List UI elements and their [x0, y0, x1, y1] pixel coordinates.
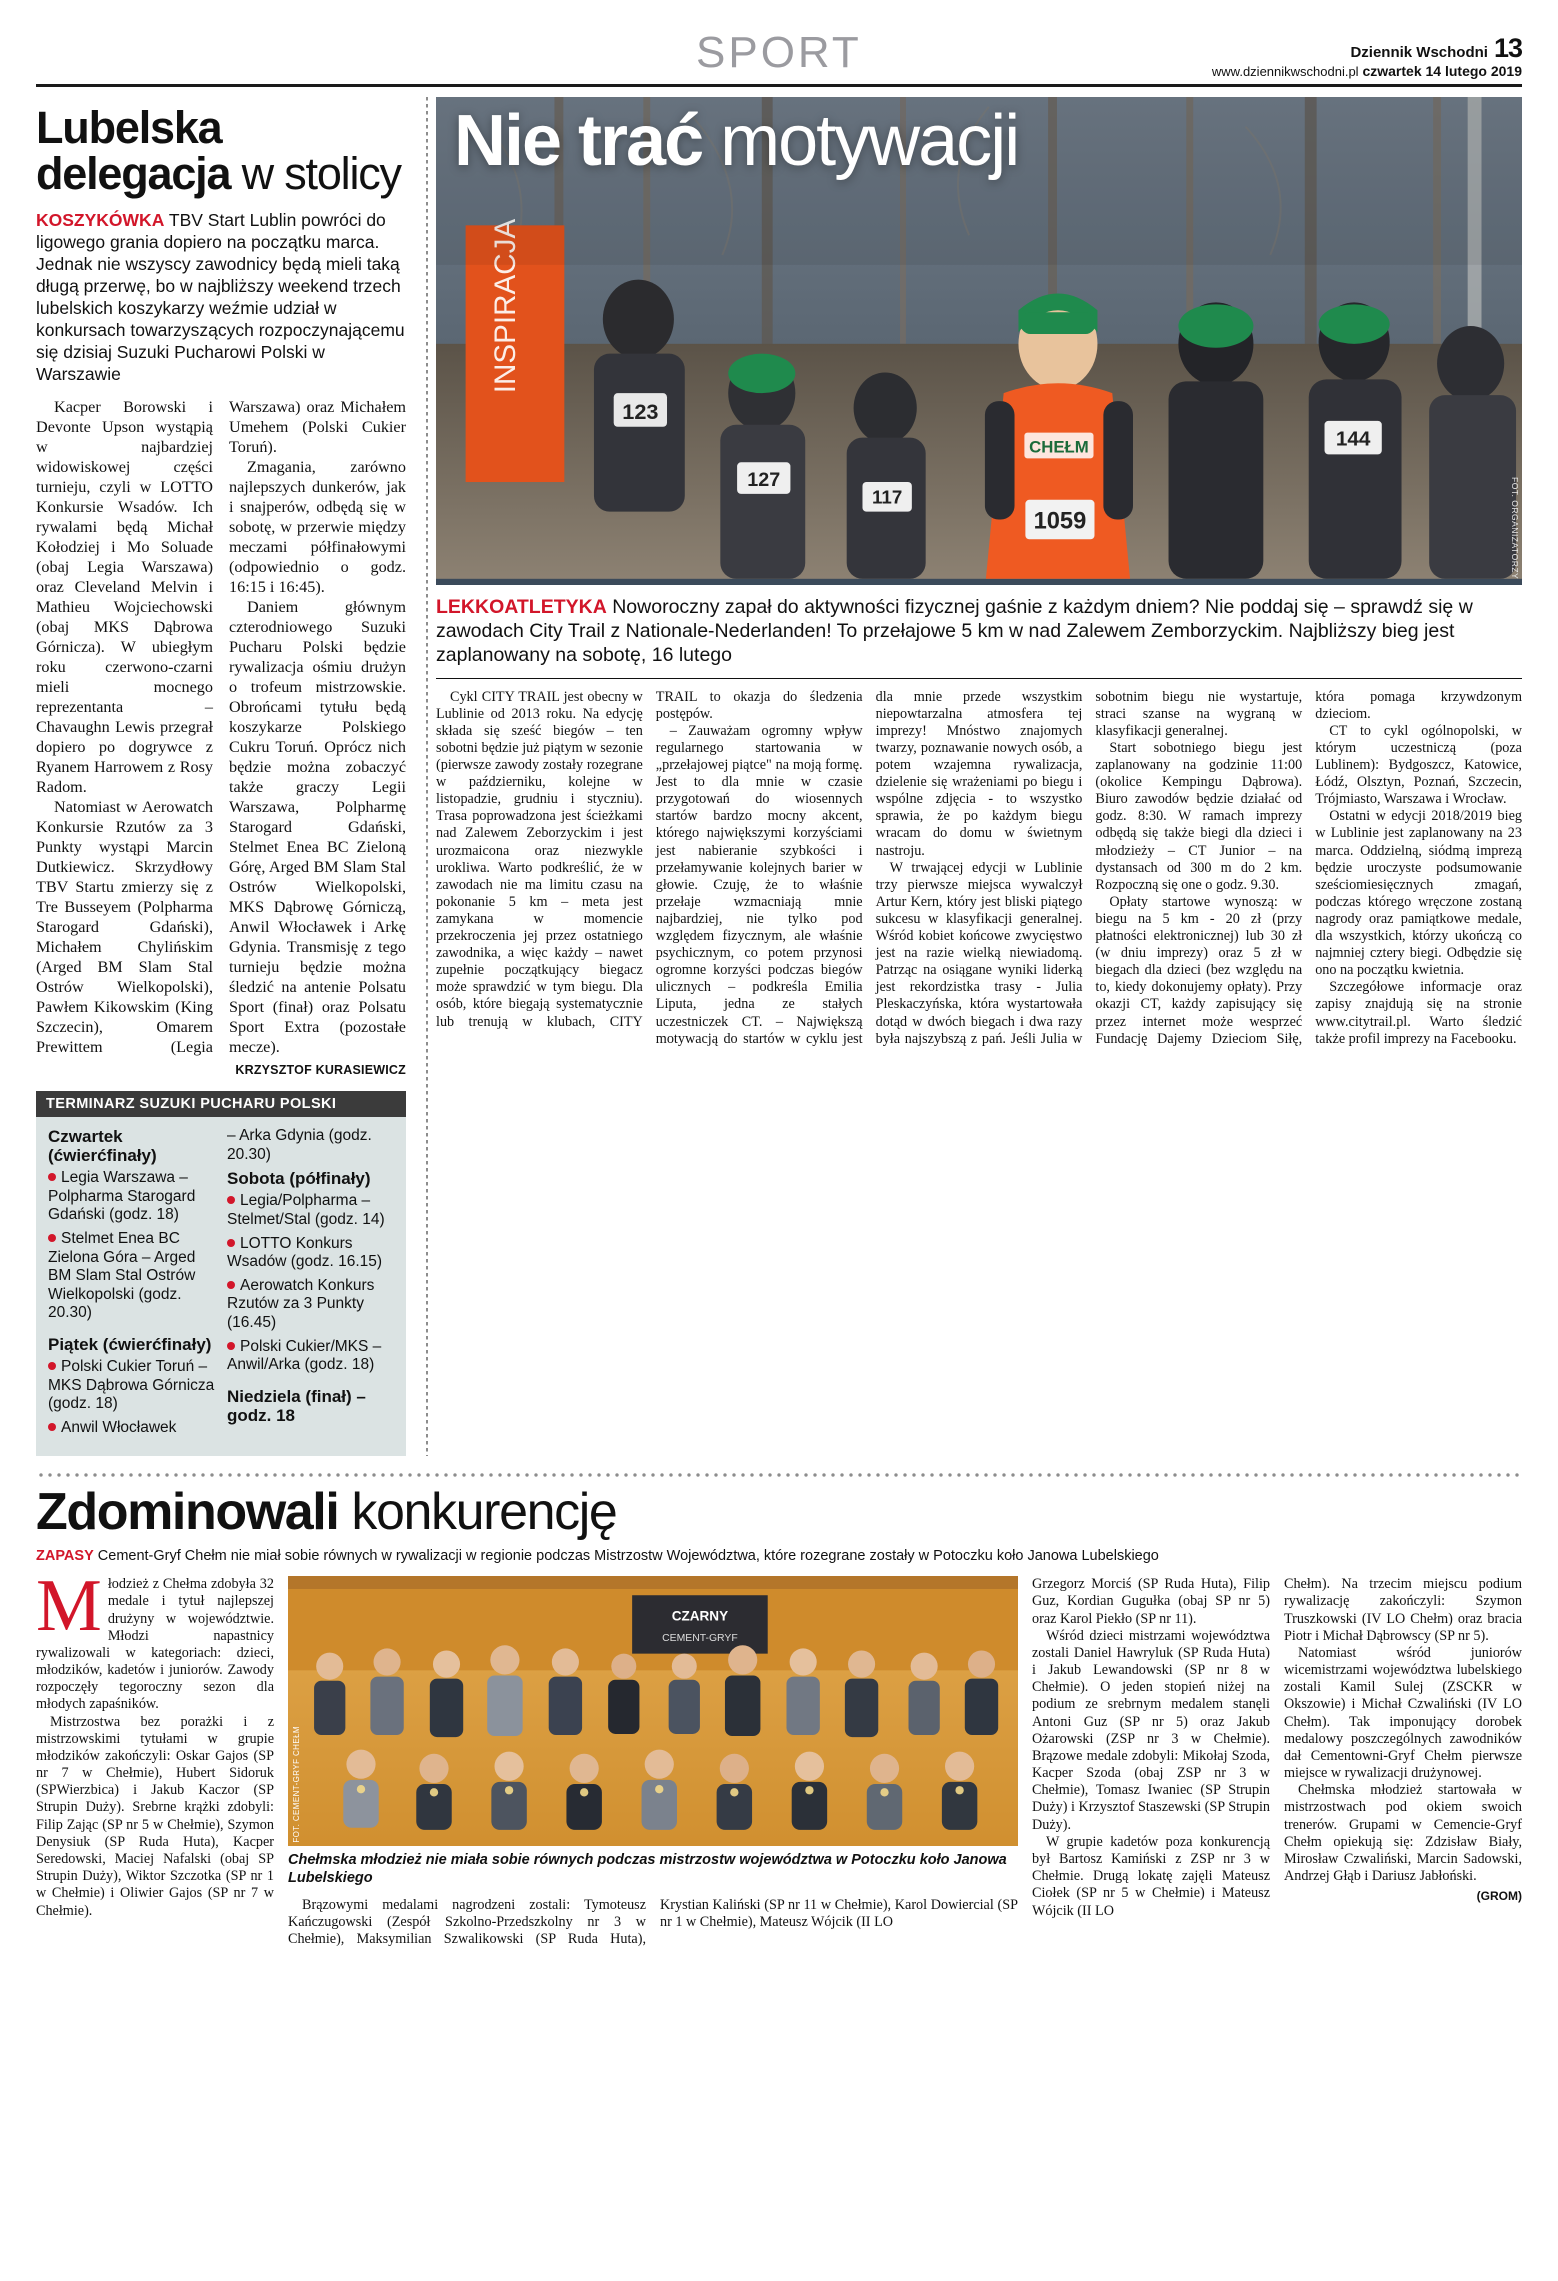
match-label: Polski Cukier Toruń – MKS Dąbrowa Górnicza (godz. 18) — [48, 1358, 215, 1413]
match-label: Aerowatch Konkurs Rzutów za 3 Punkty (16.45) — [227, 1276, 375, 1331]
author-byline: KRZYSZTOF KURASIEWICZ — [235, 1063, 406, 1078]
schedule-box — [36, 1091, 406, 1456]
paragraph: – Zauważam ogromny wpływ regularnego startowania w „przełajowej piątce" na moją formę. Jest to dla mnie w czasie przygotowań do wiosennych startów bardzo mocny akcent, którego największymi korzyściami jest nabieranie szybkości i przełamywanie kolejnych barier w głowie. Czuję, że to właśnie przełaje wzmacniają mnie najbardziej, nie tylko pod względem fizycznym, ale właśnie psychicznym, co potem przynosi ogromne korzyści podczas biegów ulicznych – podkreśla Emilia Liputa, jedna ze stałych uczestniczek CT. – Największą motywacją do startów w cyklu jest dla mnie przede wszystkim niepowtarzalna atmosfera tej imprezy! Mnóstwo znajomych twarzy, poznawanie nowych osób, a potem wzajemna rywalizacja, dzielenie się wrażeniami po biegu i wspólne zdjęcia - to wszystko sprawia, że po każdym biegu wracam do domu w świetnym nastroju. — [655, 688, 1083, 1047]
paragraph: Brązowymi medalami nagrodzeni zostali: Tymoteusz Kańczugowski (Zespół Szkolno-Przedszkolny nr 3 w Chełmie), Maksymilian Szwalikowski (SP Ruda Huta), Krystian Kaliński (SP nr 11 w Chełmie), Karol Dowiercial (SP nr 1 w Chełmie), Mateusz Wójcik (II LO — [288, 1897, 1018, 1948]
list-item — [227, 1127, 394, 1164]
paragraph: W grupie kadetów poza konkurencją był Bartosz Kamiński z ZSP nr 3 w Chełmie. Drugą lokatę zajęli Mateusz Ciołek (SP nr 5 w Chełmie) i Mateusz Wójcik (II LO — [1032, 1833, 1270, 1919]
hero-headline-light: motywacji — [702, 101, 1019, 181]
bottom-kicker: ZAPASY — [36, 1548, 94, 1565]
match-label: – Arka Gdynia (godz. 20.30) — [227, 1127, 372, 1163]
list-item — [227, 1338, 394, 1375]
column-divider — [426, 97, 428, 1456]
bullet-icon — [48, 1362, 56, 1370]
bottom-headline-light: konkurencję — [338, 1483, 617, 1542]
top-article — [36, 97, 1522, 1456]
paragraph: Opłaty startowe wynoszą: w biegu na 5 km - 20 zł (przy płatności elektronicznej) lub 30 zł (w dniu imprezy) oraz 5 zł w biegach dla dzieci (bez względu na to, kiedy dokonujemy opłaty). Przy okazji CT, każdy zapisujący się przez internet może wesprzeć Fundację Dajemy Dzieciom Siłę, która pomaga krzywdzonym dzieciom. — [1095, 688, 1522, 1047]
paragraph: Start sobotniego biegu jest zaplanowany na godzinie 11:00 (okolice Kempingu Dąbrowa). Biuro zawodów będzie działać od godz. 8:30. W ramach imprezy odbędą się także biegi dla dzieci i młodzieży – CT Junior – na dystansach od 300 m do 2 km. Rozpoczną się one o godz. 9.30. — [1095, 739, 1303, 893]
wrestlers-photo — [288, 1576, 1018, 1846]
bottom-article — [36, 1483, 1522, 1948]
top-article-body — [36, 397, 406, 1057]
schedule-day: Piątek (ćwierćfinały) — [48, 1334, 212, 1354]
issue-date: czwartek 14 lutego 2019 — [1362, 63, 1522, 80]
match-label: Stelmet Enea BC Zielona Góra – Arged BM Slam Stal Ostrów Wielkopolski (godz. 20.30) — [48, 1230, 196, 1322]
paragraph: Cykl CITY TRAIL jest obecny w Lublinie od 2013 roku. Na edycję składa się sześć biegów – ten sobotni będzie już piątym w sezonie (pierwsze zawody zostały rozegrane w październiku, kolejne w listopadzie, grudniu i styczniu). Trasa poprowadzona jest ścieżkami nad Zalewem Zeborzyckim i jest urozmaicona oraz niezwykle urokliwa. Warto podkreślić, że w zawodach nie ma limitu czasu na pokonanie 5 km – meta jest zamykana w momencie przekroczenia jej przez ostatniego zawodnika, a więc każdy – nawet zupełnie początkujący biegacz może sprawdzić w tym biegu. Dla osób, które biegają systematycznie lub trenują w klubach, CITY TRAIL to okazja do śledzenia postępów. — [436, 688, 863, 1030]
list-item — [48, 1358, 215, 1414]
bottom-lede — [36, 1547, 1522, 1566]
schedule-column-left — [48, 1127, 215, 1442]
schedule-list — [48, 1169, 215, 1323]
lede-paragraph — [36, 209, 406, 385]
bottom-photo-column — [288, 1576, 1018, 1948]
schedule-day: Czwartek (ćwierćfinały) — [48, 1127, 157, 1166]
paragraph: Zmagania, zarówno najlepszych dunkerów, jak i snajperów, odbędą się w sobotę, w przerwie między meczami półfinałowymi (odpowiednio o godz. 16:15 i 16:45). — [229, 458, 406, 597]
schedule-day: Sobota (półfinały) — [227, 1169, 371, 1189]
svg-text:CEMENT-GRYF: CEMENT-GRYF — [662, 1633, 738, 1645]
masthead — [36, 0, 1522, 82]
bullet-icon — [48, 1234, 56, 1242]
paragraph: Natomiast w Aerowatch Konkursie Rzutów za 3 Punkty wystąpi Marcin Dutkiewicz. Skrzydłowy TBV Startu zmierzy się z Tre Busseyem (Polpharma Starogard Gdański), Michałem Chylińskim (Arged BM Slam Stal Ostrów Wielkopolski), Pawłem Kikowskim (King Szczecin), Omarem Prewittem (Legia Warszawa) oraz Michałem Umehem (Polski Cukier Toruń). — [36, 398, 406, 1057]
list-item — [227, 1192, 394, 1229]
photo-credit: FOT. ORGANIZATORZY — [1510, 476, 1520, 579]
paragraph: Chełmska młodzież startowała w mistrzostwach pod okiem swoich trenerów. Grupami w Cemencie-Gryf Chełm opiekują się: Zdzisław Biały, Mirosław Czwaliński, Marcin Sadowski, Andrzej Głąb i Dariusz Jabłoński. — [1284, 1782, 1522, 1885]
match-label: LOTTO Konkurs Wsadów (godz. 16.15) — [227, 1234, 383, 1271]
paragraph: Chełm). Na trzecim miejscu podium rywalizację zakończyli: Szymon Truszkowski (IV LO Chełm) oraz bracia Piotr i Michał Dąbrowscy (SP nr 5). — [1284, 1576, 1522, 1644]
headline-light: w stolicy — [230, 147, 401, 199]
paragraph — [36, 1565, 274, 1713]
bottom-lede-text: Cement-Gryf Chełm nie miał sobie równych w rywalizacji w regionie podczas Mistrzostw Województwa, które rozegrane zostały w Potoczku koło Janowa Lubelskiego — [93, 1548, 1159, 1565]
svg-text:123: 123 — [622, 398, 659, 424]
svg-text:144: 144 — [1335, 427, 1371, 451]
schedule-column-right — [227, 1127, 394, 1442]
list-item — [48, 1419, 215, 1438]
bottom-column-d — [1284, 1576, 1522, 1948]
schedule-day: Niedziela (finał) – godz. 18 — [227, 1386, 366, 1425]
section-divider — [36, 1470, 1522, 1480]
list-item — [48, 1230, 215, 1323]
paragraph: CT to cykl ogólnopolski, w którym uczestniczą (poza Lublinem): Bydgoszcz, Katowice, Łódź, Olsztyn, Poznań, Szczecin, Trójmiasto, Warszawa i Wrocław. — [1315, 722, 1522, 808]
bottom-column-c — [1032, 1576, 1270, 1948]
top-article-right — [436, 97, 1522, 1456]
schedule-list — [48, 1358, 215, 1437]
bullet-icon — [48, 1423, 56, 1431]
paragraph: Grzegorz Morciś (SP Ruda Huta), Filip Guz, Kordian Gugułka (obaj SP nr 5) oraz Karol Piekło (SP nr 11). — [1032, 1576, 1270, 1627]
paragraph-text: łodzież z Chełma zdobyła 32 medale i tytuł najlepszej drużyny w województwie. Młodzi napastnicy rywalizowali w kategoriach: dzieci, młodzików, kadetów i juniorów. Zawody rozpoczęły tegoroczny sezon dla młodych zapaśników. — [36, 1576, 274, 1713]
paragraph: Mistrzostwa bez porażki i z mistrzowskimi tytułami w grupie młodzików zakończyli: Oskar Gajos (SP nr 7 w Chełmie), Hubert Sidoruk (SPWierzbica) i Jakub Kaczor (SP Strupin Duży). Srebrne krążki zdobyli: Filip Zając (SP nr 5 w Chełmie), Szymon Denysiuk (SP Ruda Huta), Kacper Seredowski, Maciej Nafalski (obaj SP Strupin Duży), Wiktor Szczotka (SP nr 1 w Chełmie) i Oliwier Gajos (SP nr 7 w Chełmie). — [36, 1713, 274, 1919]
paper-name: Dziennik Wschodni — [1350, 44, 1488, 62]
lede-text: TBV Start Lublin powróci do ligowego grania dopiero na początku marca. Jednak nie wszyscy zawodnicy będą mieli taką długą przerwę, bo w najbliższy weekend trzech lubelskich koszykarzy weźmie udział w konkursach towarzyszących rozpoczynającemu się dzisiaj Suzuki Pucharowi Polski w Warszawie — [36, 209, 405, 385]
svg-text:CZARNY: CZARNY — [671, 1608, 729, 1624]
hero-photo — [436, 97, 1522, 585]
section-title: SPORT — [696, 28, 862, 77]
bottom-column-b — [288, 1897, 1018, 1949]
bottom-photo-credit: FOT. CEMENT-GRYF CHEŁM — [292, 1725, 301, 1843]
page-title — [36, 102, 406, 199]
bottom-headline-bold: Zdominowali — [36, 1483, 339, 1542]
team-group-photo — [288, 1576, 1018, 1846]
hero-caption — [436, 585, 1522, 679]
schedule-title: TERMINARZ SUZUKI PUCHARU POLSKI — [36, 1091, 406, 1117]
masthead-meta — [1212, 33, 1522, 80]
paragraph: Szczegółowe informacje oraz zapisy znajdują się na stronie www.citytrail.pl. Warto śledzić także profil imprezy na Facebooku. — [1315, 979, 1522, 1047]
paragraph: W trwającej edycji w Lublinie trzy pierwsze miejsca wywalczył Artur Kern, który jest bliski piątego sukcesu w klasyfikacji generalnej. Wśród kobiet końcowe zwycięstwo jest na razie wielką niewiadomą. Patrząc na osiągane wyniki liderką jest rekordzistka trasy - Julia Pleskaczyńska, która wystartowała dotąd w dwóch biegach i dwa razy była najszybszą z pań. Jeśli Julia w sobotnim biegu nie wystartuje, straci szanse na wygraną w klasyfikacji generalnej. — [875, 688, 1303, 1047]
schedule-list — [227, 1127, 394, 1164]
list-item — [227, 1235, 394, 1272]
paragraph: Kacper Borowski i Devonte Upson wystąpią w najbardziej widowiskowej części turnieju, czyli w LOTTO Konkursie Wsadów. Ich rywalami będą Michał Kołodziej i Mo Soluade (obaj Legia Warszawa) oraz Cleveland Melvin i Mathieu Wojciechowski (obaj MKS Dąbrowa Górnicza). W ubiegłym roku czerwono-czarni mieli mocnego reprezentanta – Chavaughn Lewis przegrał dopiero po dogrywce z Ryanem Harrowem z Rosy Radom. — [36, 398, 213, 797]
paragraph: Wśród dzieci mistrzami województwa zostali Daniel Hawryluk (SP Ruda Huta) i Jakub Lewandowski (SP nr 8 w Chełmie). O jeden stopień niżej na podium ze srebrnym medalem stanęli Antoni Guz (SP nr 5) oraz Jakub Ożarowski (ZSP nr 3 w Chełmie). Brązowe medale zdobyli: Mikołaj Szoda, Kacper Szoda (obaj ZSP nr 3 w Chełmie), Tomasz Iwaniec (SP Strupin Duży) i Krzysztof Staszewski (SP Strupin Duży). — [1032, 1627, 1270, 1833]
match-label: Polski Cukier/MKS – Anwil/Arka (godz. 18) — [227, 1337, 382, 1374]
svg-text:1059: 1059 — [1033, 508, 1087, 535]
svg-text:117: 117 — [872, 486, 903, 508]
match-label: Legia Warszawa – Polpharma Starogard Gdański (godz. 18) — [48, 1169, 196, 1224]
end-byline: (GROM) — [1476, 1889, 1522, 1904]
bullet-icon — [227, 1281, 235, 1289]
svg-text:INSPIRACJA: INSPIRACJA — [488, 218, 522, 394]
bottom-page-title — [36, 1483, 1522, 1542]
paragraph: Daniem głównym czterodniowego Suzuki Pucharu Polski będzie rywalizacja ośmiu drużyn o trofeum mistrzowskie. Obrońcami tytułu będą koszykarze Polskiego Cukru Toruń. Oprócz nich będzie można zobaczyć także graczy Legii Warszawa, Polpharmę Starogard Gdański, Stelmet Enea BC Zieloną Górę, Arged BM Slam Stal Ostrów Wielkopolski, MKS Dąbrowę Górniczą, Anwil Włocławek i Arkę Gdynia. Transmisję z tego turnieju będzie można śledzić na antenie Polsatu Sport (finał) oraz Polsatu Sport Extra (pozostałe mecze). — [229, 598, 406, 1057]
page-number: 13 — [1493, 33, 1522, 64]
paragraph: Natomiast wśród juniorów wicemistrzami województwa lubelskiego zostali Kamil Sulej (ZSCKR w Okszowie) i Michał Czwaliński (IV LO Chełm). Tak imponujący dorobek medalowy poszczególnych zawodników dał Cementowni-Gryf Chełm pierwsze miejsce w rywalizacji drużynowej. — [1284, 1644, 1522, 1782]
match-label: Legia/Polpharma – Stelmet/Stal (godz. 14) — [227, 1192, 385, 1228]
hero-headline-bold: Nie trać — [454, 101, 703, 181]
top-article-left — [36, 97, 418, 1456]
paragraph: Ostatni w edycji 2018/2019 bieg w Lublinie jest zaplanowany na 23 marca. Oddzielną, siódmą imprezą będzie uroczyste podsumowanie sześciomiesięcznych zmagań, podczas którego wręczone zostaną nagrody oraz pamiątkowe medale, dla wszystkich, którzy ukończą co najmniej cztery biegi. Odbędzie się ono na początku kwietnia. — [1315, 808, 1522, 979]
list-item — [48, 1169, 215, 1225]
kicker-label: KOSZYKÓWKA — [36, 209, 165, 230]
masthead-rule — [36, 84, 1522, 87]
caption-text: Noworoczny zapał do aktywności fizycznej gaśnie z każdym dniem? Nie poddaj się – sprawdź się w zawodach City Trail z Nationale-Nederlanden! To przełajowe 5 km w nad Zalewem Zemborzyckim. Najbliższy bieg jest zaplanowany na sobotę, 16 lutego — [436, 596, 1473, 667]
drop-cap: M — [36, 1565, 102, 1648]
bullet-icon — [48, 1173, 56, 1181]
mid-article-body — [436, 689, 1522, 1048]
headline-bold: Lubelska delegacja — [36, 102, 231, 199]
bullet-icon — [227, 1196, 235, 1204]
schedule-list — [227, 1192, 394, 1374]
bottom-photo-caption: Chełmska młodzież nie miała sobie równych podczas mistrzostw województwa w Potoczku koło Janowa Lubelskiego — [288, 1852, 1007, 1886]
bottom-column-a — [36, 1565, 274, 1948]
hero-headline — [454, 101, 1019, 181]
bullet-icon — [227, 1239, 235, 1247]
list-item — [227, 1277, 394, 1333]
svg-text:CHEŁM: CHEŁM — [1029, 437, 1089, 457]
paper-url[interactable]: www.dziennikwschodni.pl — [1211, 64, 1359, 80]
svg-text:127: 127 — [747, 468, 781, 491]
bullet-icon — [227, 1342, 235, 1350]
match-label: Anwil Włocławek — [61, 1418, 177, 1436]
caption-kicker: LEKKOATLETYKA — [436, 596, 607, 618]
